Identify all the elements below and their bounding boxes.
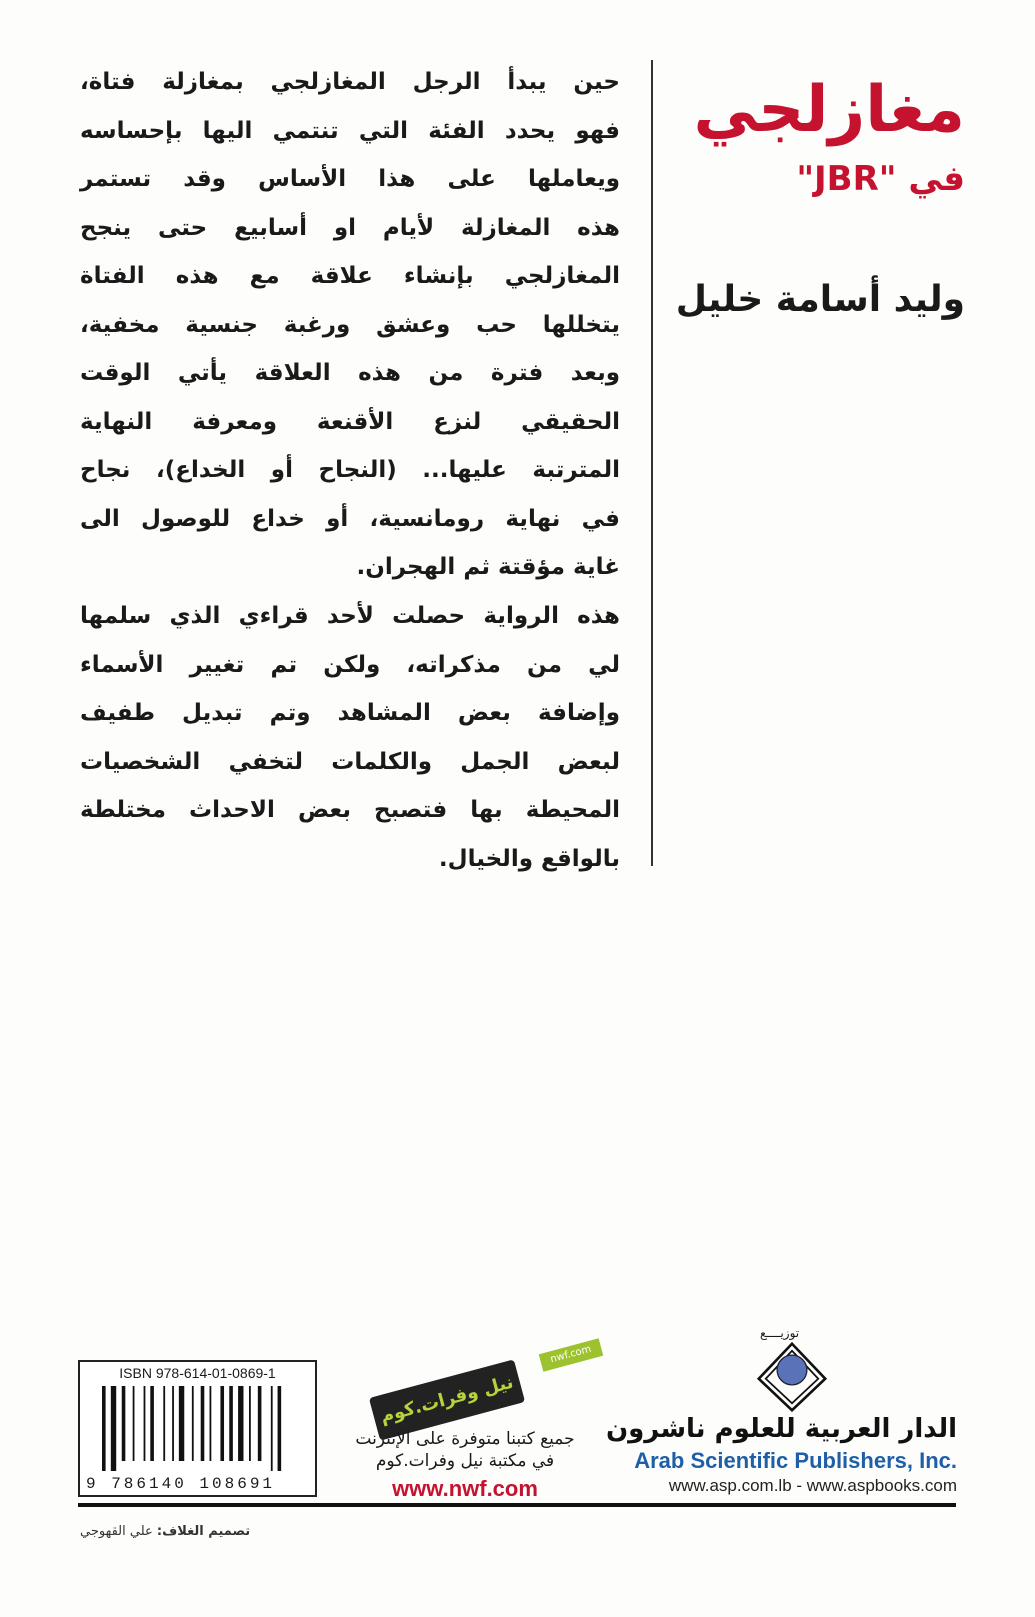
blurb-line: يتخللها حب وعشق ورغبة جنسية مخفية، [80,311,620,338]
publisher-logo-icon [752,1342,832,1412]
barcode-bar [238,1386,243,1461]
blurb-line: هذه الرواية حصلت لأحد قراءي الذي سلمها [80,603,620,629]
vertical-divider [651,60,653,866]
distribution-label: توزيــــع [760,1326,800,1340]
nwf-line-1: جميع كتبنا متوفرة على الإنترنت [355,1429,575,1449]
barcode-bar [278,1386,282,1471]
blurb-paragraph-1 [80,58,620,592]
barcode-bar [249,1386,251,1461]
barcode-digits: 9 786140 108691 [86,1475,276,1493]
barcode-bars [102,1386,302,1471]
horizontal-rule [78,1503,956,1507]
blurb-line: لي من مذكراته، ولكن تم تغيير الأسماء [80,651,620,678]
barcode-bar [192,1386,194,1461]
nwf-line-2: في مكتبة نيل وفرات.كوم [375,1451,555,1471]
barcode-bar [111,1386,116,1471]
barcode-bar [220,1386,224,1461]
barcode-bar [102,1386,106,1471]
publisher-name-arabic: الدار العربية للعلوم ناشرون [605,1414,957,1444]
nwf-url[interactable]: www.nwf.com [392,1476,538,1501]
publisher-name-english: Arab Scientific Publishers, Inc. [634,1448,957,1473]
blurb-line: المترتبة عليها... (النجاح أو الخداع)، نجاح [80,457,620,483]
nwf-logo-small-tag: nwf.com [539,1338,604,1371]
barcode-bar [201,1386,205,1461]
book-subtitle: في "JBR" [796,159,965,199]
blurb-line: لبعض الجمل والكلمات لتخفي الشخصيات [80,748,620,775]
credit-name: علي القهوجي [80,1524,153,1539]
publisher-websites[interactable]: www.asp.com.lb - www.aspbooks.com [668,1476,957,1495]
blurb-line: هذه المغازلة لأيام او أسابيع حتى ينجح [80,214,620,241]
book-title: مغازلجي [693,73,965,147]
blurb-line: غاية مؤقتة ثم الهجران. [356,554,620,580]
blurb-line: حين يبدأ الرجل المغازلجي بمغازلة فتاة، [80,69,620,95]
isbn-text: ISBN 978-614-01-0869-1 [119,1365,276,1381]
barcode-bar [122,1386,126,1461]
blurb-line: الحقيقي لنزع الأقنعة ومعرفة النهاية [80,408,620,435]
barcode-bar [210,1386,212,1461]
barcode-bar [179,1386,184,1461]
barcode-bar [163,1386,165,1461]
blurb-paragraph-2 [80,592,620,883]
blurb-line: فهو يحدد الفئة التي تنتمي اليها بإحساسه [80,117,620,144]
credit-label: تصميم الغلاف: [156,1524,251,1539]
barcode-bar [133,1386,135,1461]
author-name: وليد أسامة خليل [675,279,965,320]
blurb-line: وبعد فترة من هذه العلاقة يأتي الوقت [80,360,620,386]
barcode-bar [172,1386,174,1461]
blurb-line: وإضافة بعض المشاهد وتم تبديل طفيف [80,700,620,726]
blurb-line: المحيطة بها فتصبح بعض الاحداث مختلطة [80,797,620,823]
barcode-bar [150,1386,154,1461]
cover-design-credit [80,1524,250,1540]
barcode-bar [144,1386,146,1461]
nwf-availability-text [330,1428,600,1472]
barcode-bar [271,1386,273,1471]
isbn-barcode [78,1360,317,1497]
blurb-line: ويعاملها على هذا الأساس وقد تستمر [80,166,620,192]
barcode-bar [229,1386,233,1461]
nwf-logo-tag: نيل وفرات.كوم [369,1359,525,1440]
blurb-line: بالواقع والخيال. [438,845,620,872]
barcode-bar [258,1386,262,1461]
blurb-line: المغازلجي بإنشاء علاقة مع هذه الفتاة [80,263,620,289]
blurb-line: في نهاية رومانسية، أو خداع للوصول الى [80,505,620,532]
